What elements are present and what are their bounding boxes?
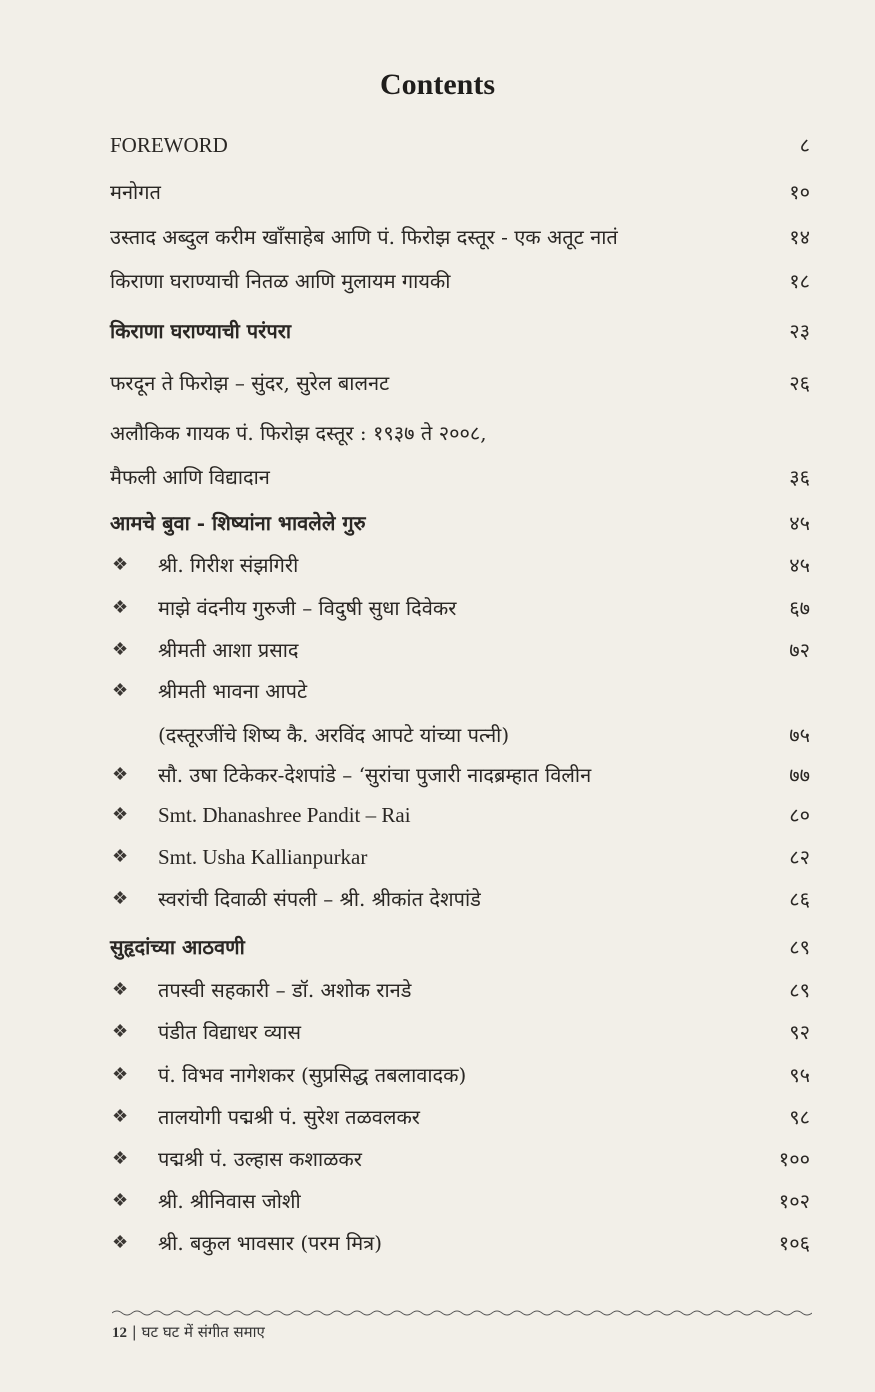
- toc-entry-title: Smt. Dhanashree Pandit – Rai: [158, 803, 411, 827]
- toc-page-number: ९२: [789, 1020, 810, 1044]
- toc-entry-title: Smt. Usha Kallianpurkar: [158, 845, 368, 869]
- toc-page-number: ४५: [789, 511, 810, 535]
- bullet-icon: ❖: [112, 1190, 129, 1211]
- bullet-icon: ❖: [112, 846, 129, 867]
- toc-entry-title: आमचे बुवा - शिष्यांना भावलेले गुरु: [110, 511, 366, 535]
- footer-page-number: 12: [112, 1325, 127, 1341]
- footer-book-title: घट घट में संगीत समाए: [141, 1323, 265, 1341]
- toc-entry: [110, 1017, 810, 1051]
- toc-entry: [110, 418, 810, 489]
- footer-wavy-rule: [112, 1308, 812, 1318]
- bullet-icon: ❖: [112, 1021, 129, 1042]
- toc-entry-title: FOREWORD: [110, 133, 228, 157]
- toc-page-number: ८६: [789, 887, 810, 911]
- toc-page-number: ९५: [789, 1063, 810, 1087]
- toc-entry: [110, 635, 810, 669]
- toc-entry: [110, 800, 810, 834]
- page-footer: [112, 1322, 265, 1342]
- toc-entry-title: स्वरांची दिवाळी संपली – श्री. श्रीकांत देशपांडे: [158, 887, 481, 911]
- toc-entry: [110, 1060, 810, 1094]
- toc-entry: [110, 676, 810, 747]
- toc-entry: [110, 316, 810, 350]
- toc-entry: [110, 1228, 810, 1262]
- toc-entry-title: पंडीत विद्याधर व्यास: [158, 1020, 302, 1044]
- toc-page-number: ८२: [789, 845, 810, 869]
- toc-entry: [110, 975, 810, 1009]
- toc-entry-title: माझे वंदनीय गुरुजी – विदुषी सुधा दिवेकर: [158, 596, 457, 620]
- toc-entry-title: श्रीमती आशा प्रसाद: [158, 638, 299, 662]
- toc-entry-title: पद्मश्री पं. उल्हास कशाळकर: [158, 1147, 362, 1171]
- toc-entry-title: उस्ताद अब्दुल करीम खाँसाहेब आणि पं. फिरोझ दस्तूर - एक अतूट नातं: [110, 225, 618, 249]
- toc-page-number: २६: [789, 371, 810, 395]
- bullet-icon: ❖: [112, 597, 129, 618]
- toc-entry: [110, 1186, 810, 1220]
- toc-page-number: १४: [789, 225, 810, 249]
- bullet-icon: ❖: [112, 680, 129, 701]
- toc-page-number: ८९: [789, 935, 810, 959]
- toc-entry: [110, 266, 810, 300]
- toc-page-number: ६७: [789, 596, 810, 620]
- bullet-icon: ❖: [112, 804, 129, 825]
- bullet-icon: ❖: [112, 888, 129, 909]
- bullet-icon: ❖: [112, 1064, 129, 1085]
- bullet-icon: ❖: [112, 639, 129, 660]
- toc-entry: [110, 1144, 810, 1178]
- toc-page-number: ७५: [789, 723, 810, 747]
- toc-entry: [110, 1102, 810, 1136]
- toc-entry-title: फरदून ते फिरोझ – सुंदर, सुरेल बालनट: [110, 371, 390, 395]
- toc-entry: [110, 884, 810, 918]
- toc-entry-title: तालयोगी पद्मश्री पं. सुरेश तळवलकर: [158, 1105, 420, 1129]
- bullet-icon: ❖: [112, 1148, 129, 1169]
- toc-entry: [110, 932, 810, 966]
- toc-page-number: ८: [799, 133, 810, 157]
- toc-page-number: ९८: [789, 1105, 810, 1129]
- toc-entry-title: श्री. बकुल भावसार (परम मित्र): [158, 1231, 382, 1255]
- toc-entry-title: किराणा घराण्याची नितळ आणि मुलायम गायकी: [110, 269, 451, 293]
- toc-page-number: ४५: [789, 553, 810, 577]
- toc-entry: [110, 760, 810, 794]
- toc-entry-title: श्रीमती भावना आपटे: [158, 679, 308, 703]
- toc-entry-title: अलौकिक गायक पं. फिरोझ दस्तूर : १९३७ ते २००८,: [110, 421, 487, 445]
- toc-entry: [110, 177, 810, 211]
- bullet-icon: ❖: [112, 979, 129, 1000]
- toc-page-number: १८: [789, 269, 810, 293]
- toc-entry-title: सुहृदांच्या आठवणी: [110, 935, 245, 959]
- toc-entry-title: मनोगत: [110, 180, 161, 204]
- toc-entry-title-continued: मैफली आणि विद्यादान: [110, 465, 270, 489]
- toc-page-number: १०२: [778, 1189, 810, 1213]
- bullet-icon: ❖: [112, 1106, 129, 1127]
- toc-entry-title: तपस्वी सहकारी – डॉ. अशोक रानडे: [158, 978, 412, 1002]
- toc-page-number: ७७: [789, 763, 810, 787]
- toc-entry: [110, 593, 810, 627]
- toc-entry: [110, 130, 810, 164]
- toc-page-number: ८०: [789, 803, 810, 827]
- toc-page-number: १०: [789, 180, 810, 204]
- toc-entry-title: सौ. उषा टिकेकर-देशपांडे – ‘सुरांचा पुजारी नादब्रम्हात विलीन: [158, 763, 592, 787]
- toc-page-number: १००: [778, 1147, 810, 1171]
- page-title: Contents: [379, 68, 495, 101]
- toc-page-number: ३६: [789, 465, 810, 489]
- toc-entry-title: श्री. गिरीश संझगिरी: [158, 553, 299, 577]
- toc-page-number: ७२: [789, 638, 810, 662]
- toc-page-number: २३: [789, 319, 810, 343]
- toc-entry: [110, 222, 810, 256]
- bullet-icon: ❖: [112, 1232, 129, 1253]
- toc-entry: [110, 842, 810, 876]
- toc-entry-title: पं. विभव नागेशकर (सुप्रसिद्ध तबलावादक): [158, 1063, 467, 1087]
- toc-entry: [110, 550, 810, 584]
- toc-entry: [110, 368, 810, 402]
- toc-entry-title: किराणा घराण्याची परंपरा: [110, 319, 292, 343]
- bullet-icon: ❖: [112, 764, 129, 785]
- footer-separator: |: [131, 1323, 137, 1341]
- toc-page-number: १०६: [778, 1231, 810, 1255]
- toc-page-number: ८९: [789, 978, 810, 1002]
- bullet-icon: ❖: [112, 554, 129, 575]
- toc-entry-title: श्री. श्रीनिवास जोशी: [158, 1189, 301, 1213]
- toc-entry: [110, 508, 810, 542]
- toc-entry-title-continued: (दस्तूरजींचे शिष्य कै. अरविंद आपटे यांच्या पत्नी): [158, 723, 510, 747]
